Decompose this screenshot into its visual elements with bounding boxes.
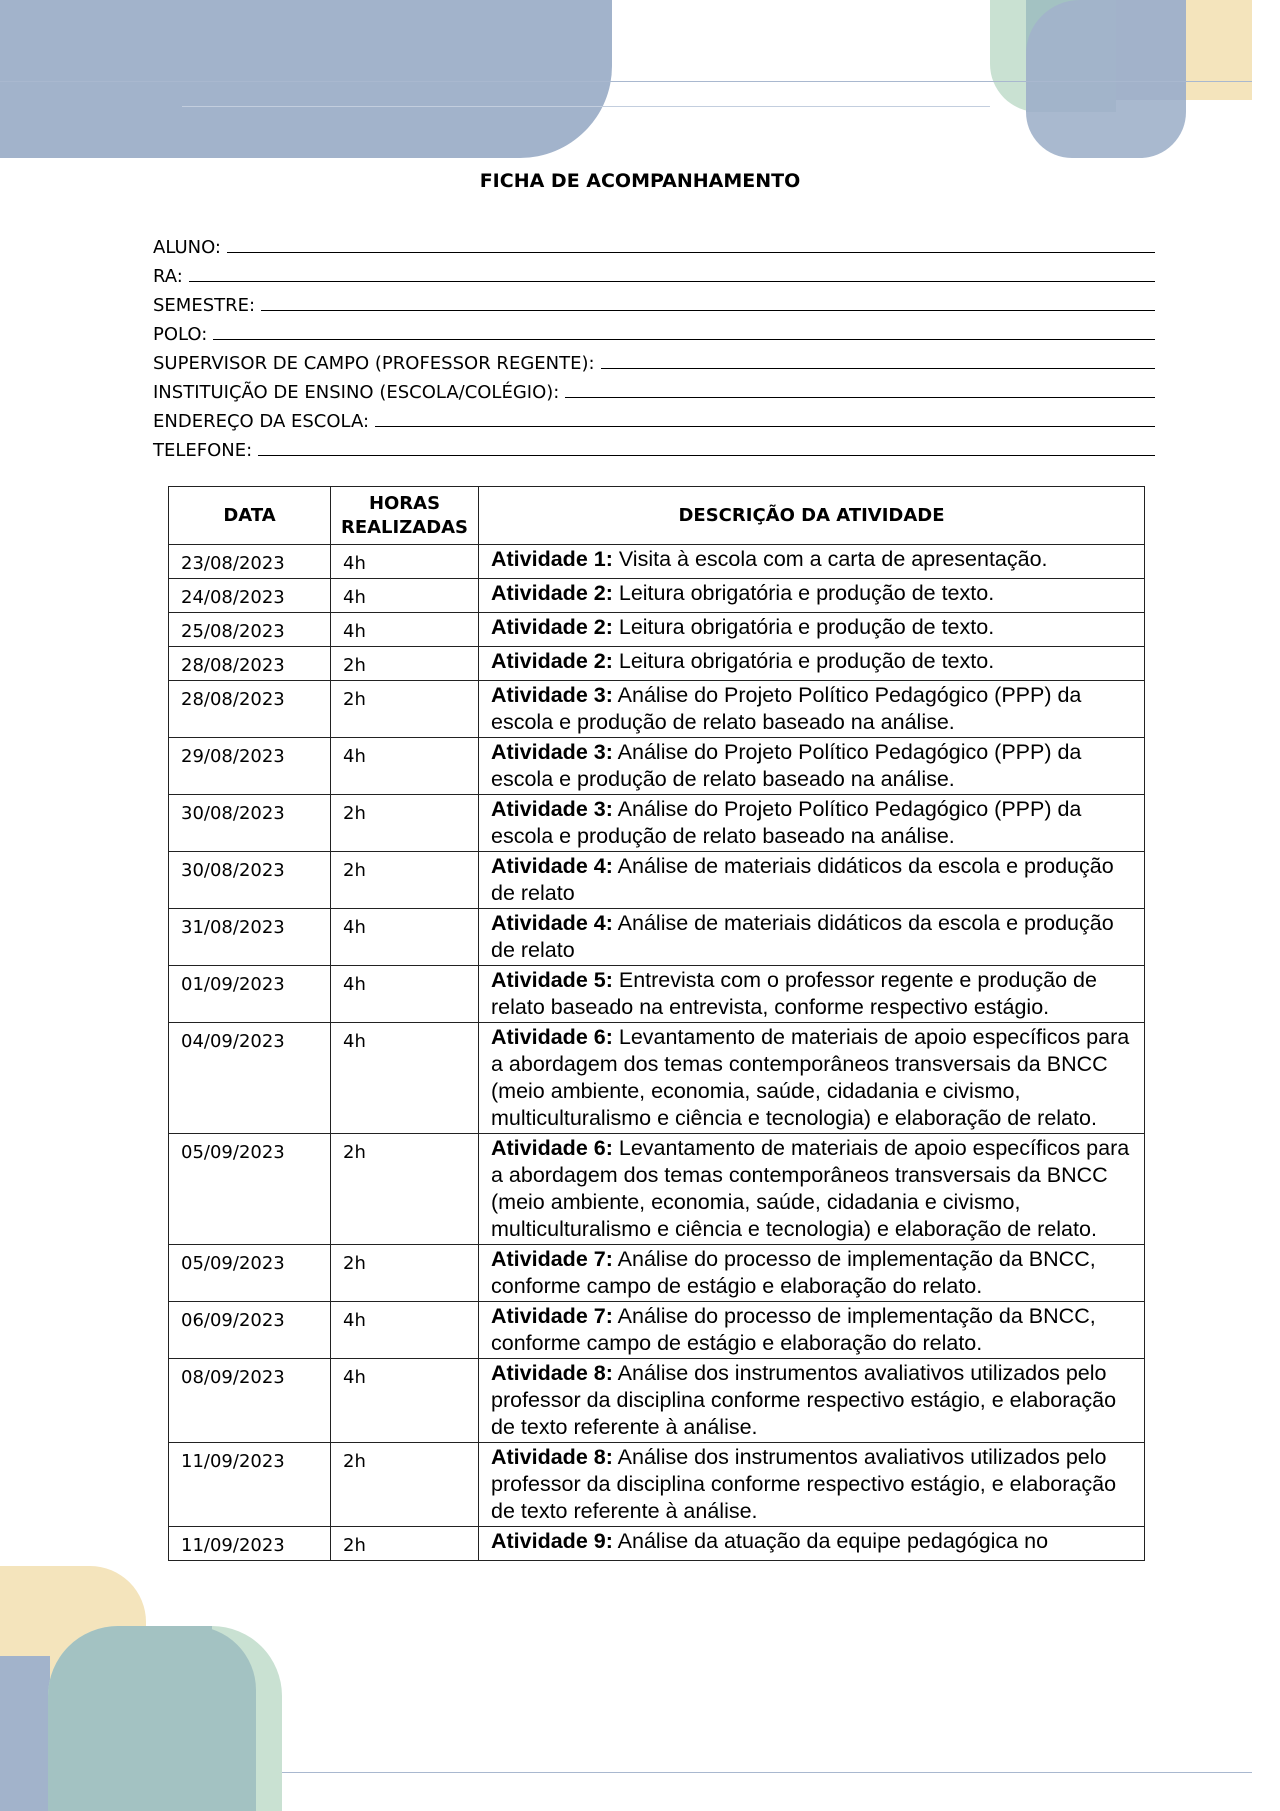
field-underline[interactable] (601, 368, 1155, 369)
cell-description (479, 1302, 1145, 1359)
cell-date: 31/08/2023 (169, 909, 331, 966)
cell-description (479, 1527, 1145, 1561)
header-rule-bottom (182, 106, 990, 107)
student-info-fields (153, 229, 1155, 461)
field-label: POLO: (153, 324, 208, 345)
activity-label: Atividade 1: (491, 547, 613, 571)
field-label: RA: (153, 266, 183, 287)
activity-label: Atividade 7: (491, 1304, 613, 1328)
field-underline[interactable] (213, 339, 1155, 340)
cell-hours: 4h (331, 1023, 479, 1134)
field-semestre[interactable] (153, 287, 1155, 316)
activity-text: Análise do Projeto Político Pedagógico (PPP) da escola e produção de relato baseado na análise. (491, 797, 1082, 848)
table-row (169, 1359, 1145, 1443)
activity-text: Análise do processo de implementação da BNCC, conforme campo de estágio e elaboração do relato. (491, 1304, 1096, 1355)
document-title: FICHA DE ACOMPANHAMENTO (479, 170, 801, 192)
field-instituicao[interactable] (153, 374, 1155, 403)
cell-description (479, 1443, 1145, 1527)
cell-hours: 2h (331, 1527, 479, 1561)
activity-label: Atividade 6: (491, 1136, 613, 1160)
cell-hours: 2h (331, 647, 479, 681)
table-row (169, 1245, 1145, 1302)
cell-description (479, 966, 1145, 1023)
cell-date: 05/09/2023 (169, 1245, 331, 1302)
table-row (169, 545, 1145, 579)
cell-date: 28/08/2023 (169, 681, 331, 738)
field-ra[interactable] (153, 258, 1155, 287)
field-underline[interactable] (375, 426, 1155, 427)
cell-hours: 4h (331, 909, 479, 966)
table-header-row (169, 487, 1145, 545)
field-underline[interactable] (189, 281, 1155, 282)
activity-text: Levantamento de materiais de apoio específicos para a abordagem dos temas contemporâneos transversais da BNCC (meio ambiente, economia, saúde, cidadania e civismo, multiculturalismo e ciência e tecnologia) e elaboração de relato. (491, 1025, 1130, 1130)
cell-description (479, 852, 1145, 909)
activity-text: Análise de materiais didáticos da escola e produção de relato (491, 911, 1114, 962)
field-label: ALUNO: (153, 237, 222, 258)
activity-label: Atividade 3: (491, 740, 613, 764)
activity-text: Análise do processo de implementação da BNCC, conforme campo de estágio e elaboração do relato. (491, 1247, 1096, 1298)
table-row (169, 1527, 1145, 1561)
activity-text: Análise dos instrumentos avaliativos utilizados pelo professor da disciplina conforme respectivo estágio, e elaboração de texto referente à análise. (491, 1361, 1117, 1439)
cell-description (479, 795, 1145, 852)
cell-date: 28/08/2023 (169, 647, 331, 681)
field-underline[interactable] (227, 252, 1155, 253)
activity-label: Atividade 4: (491, 911, 613, 935)
activity-label: Atividade 2: (491, 581, 613, 605)
table-row (169, 647, 1145, 681)
cell-date: 05/09/2023 (169, 1134, 331, 1245)
cell-description (479, 681, 1145, 738)
activity-label: Atividade 8: (491, 1445, 613, 1469)
activity-text: Análise dos instrumentos avaliativos utilizados pelo professor da disciplina conforme respectivo estágio, e elaboração de texto referente à análise. (491, 1445, 1117, 1523)
cell-date: 01/09/2023 (169, 966, 331, 1023)
field-label: SUPERVISOR DE CAMPO (PROFESSOR REGENTE): (153, 353, 595, 374)
table-row (169, 795, 1145, 852)
activity-label: Atividade 4: (491, 854, 613, 878)
activity-text: Análise da atuação da equipe pedagógica no (617, 1529, 1049, 1553)
activity-label: Atividade 8: (491, 1361, 613, 1385)
cell-date: 24/08/2023 (169, 579, 331, 613)
cell-description (479, 738, 1145, 795)
cell-hours: 4h (331, 545, 479, 579)
cell-date: 23/08/2023 (169, 545, 331, 579)
header-rule-top (0, 81, 1252, 82)
table-row (169, 613, 1145, 647)
field-label: TELEFONE: (153, 440, 253, 461)
cell-description (479, 613, 1145, 647)
activity-text: Entrevista com o professor regente e produção de relato baseado na entrevista, conforme respectivo estágio. (491, 968, 1097, 1019)
activity-text: Análise do Projeto Político Pedagógico (PPP) da escola e produção de relato baseado na análise. (491, 683, 1082, 734)
cell-hours: 2h (331, 1134, 479, 1245)
activity-label: Atividade 9: (491, 1529, 613, 1553)
header-blue-tile (1026, 0, 1186, 158)
cell-description (479, 647, 1145, 681)
footer-blue-shape (0, 1656, 50, 1811)
table-row (169, 579, 1145, 613)
field-aluno[interactable] (153, 229, 1155, 258)
cell-date: 08/09/2023 (169, 1359, 331, 1443)
activity-text: Leitura obrigatória e produção de texto. (618, 615, 995, 639)
field-endereco[interactable] (153, 403, 1155, 432)
field-label: ENDEREÇO DA ESCOLA: (153, 411, 370, 432)
activity-label: Atividade 6: (491, 1025, 613, 1049)
cell-description (479, 545, 1145, 579)
table-row (169, 852, 1145, 909)
table-row (169, 1023, 1145, 1134)
activity-label: Atividade 5: (491, 968, 613, 992)
cell-description (479, 909, 1145, 966)
field-supervisor[interactable] (153, 345, 1155, 374)
cell-hours: 2h (331, 1245, 479, 1302)
cell-description (479, 1023, 1145, 1134)
cell-description (479, 579, 1145, 613)
footer-rule (282, 1772, 1252, 1773)
activity-label: Atividade 2: (491, 615, 613, 639)
table-row (169, 1134, 1145, 1245)
activity-text: Análise do Projeto Político Pedagógico (PPP) da escola e produção de relato baseado na análise. (491, 740, 1082, 791)
footer-teal-curve (146, 1626, 256, 1811)
cell-hours: 4h (331, 613, 479, 647)
activity-text: Leitura obrigatória e produção de texto. (618, 581, 995, 605)
cell-hours: 2h (331, 681, 479, 738)
activity-text: Levantamento de materiais de apoio específicos para a abordagem dos temas contemporâneos transversais da BNCC (meio ambiente, economia, saúde, cidadania e civismo, multiculturalismo e ciência e tecnologia) e elaboração de relato. (491, 1136, 1130, 1241)
field-underline[interactable] (261, 310, 1155, 311)
activity-label: Atividade 7: (491, 1247, 613, 1271)
activity-text: Visita à escola com a carta de apresentação. (618, 547, 1048, 571)
table-row (169, 1443, 1145, 1527)
cell-date: 11/09/2023 (169, 1527, 331, 1561)
activity-label: Atividade 3: (491, 683, 613, 707)
cell-date: 30/08/2023 (169, 795, 331, 852)
cell-date: 04/09/2023 (169, 1023, 331, 1134)
cell-hours: 4h (331, 966, 479, 1023)
cell-description (479, 1359, 1145, 1443)
activity-text: Análise de materiais didáticos da escola e produção de relato (491, 854, 1114, 905)
table-row (169, 909, 1145, 966)
cell-hours: 4h (331, 1302, 479, 1359)
cell-date: 06/09/2023 (169, 1302, 331, 1359)
cell-hours: 4h (331, 579, 479, 613)
table-row (169, 738, 1145, 795)
table-row (169, 1302, 1145, 1359)
header-blue-banner (0, 0, 612, 158)
table-row (169, 966, 1145, 1023)
field-underline[interactable] (258, 455, 1155, 456)
cell-description (479, 1245, 1145, 1302)
cell-hours: 4h (331, 1359, 479, 1443)
cell-date: 30/08/2023 (169, 852, 331, 909)
activity-table (168, 486, 1145, 1561)
cell-date: 29/08/2023 (169, 738, 331, 795)
field-telefone[interactable] (153, 432, 1155, 461)
cell-date: 11/09/2023 (169, 1443, 331, 1527)
field-underline[interactable] (565, 397, 1155, 398)
cell-description (479, 1134, 1145, 1245)
table-row (169, 681, 1145, 738)
field-label: SEMESTRE: (153, 295, 256, 316)
cell-date: 25/08/2023 (169, 613, 331, 647)
field-label: INSTITUIÇÃO DE ENSINO (ESCOLA/COLÉGIO): (153, 382, 560, 403)
cell-hours: 2h (331, 795, 479, 852)
header-date: DATA (169, 487, 331, 545)
activity-label: Atividade 2: (491, 649, 613, 673)
activity-text: Leitura obrigatória e produção de texto. (618, 649, 995, 673)
cell-hours: 2h (331, 1443, 479, 1527)
cell-hours: 4h (331, 738, 479, 795)
activity-label: Atividade 3: (491, 797, 613, 821)
header-description: DESCRIÇÃO DA ATIVIDADE (479, 487, 1145, 545)
field-polo[interactable] (153, 316, 1155, 345)
header-hours: HORAS REALIZADAS (331, 487, 479, 545)
cell-hours: 2h (331, 852, 479, 909)
